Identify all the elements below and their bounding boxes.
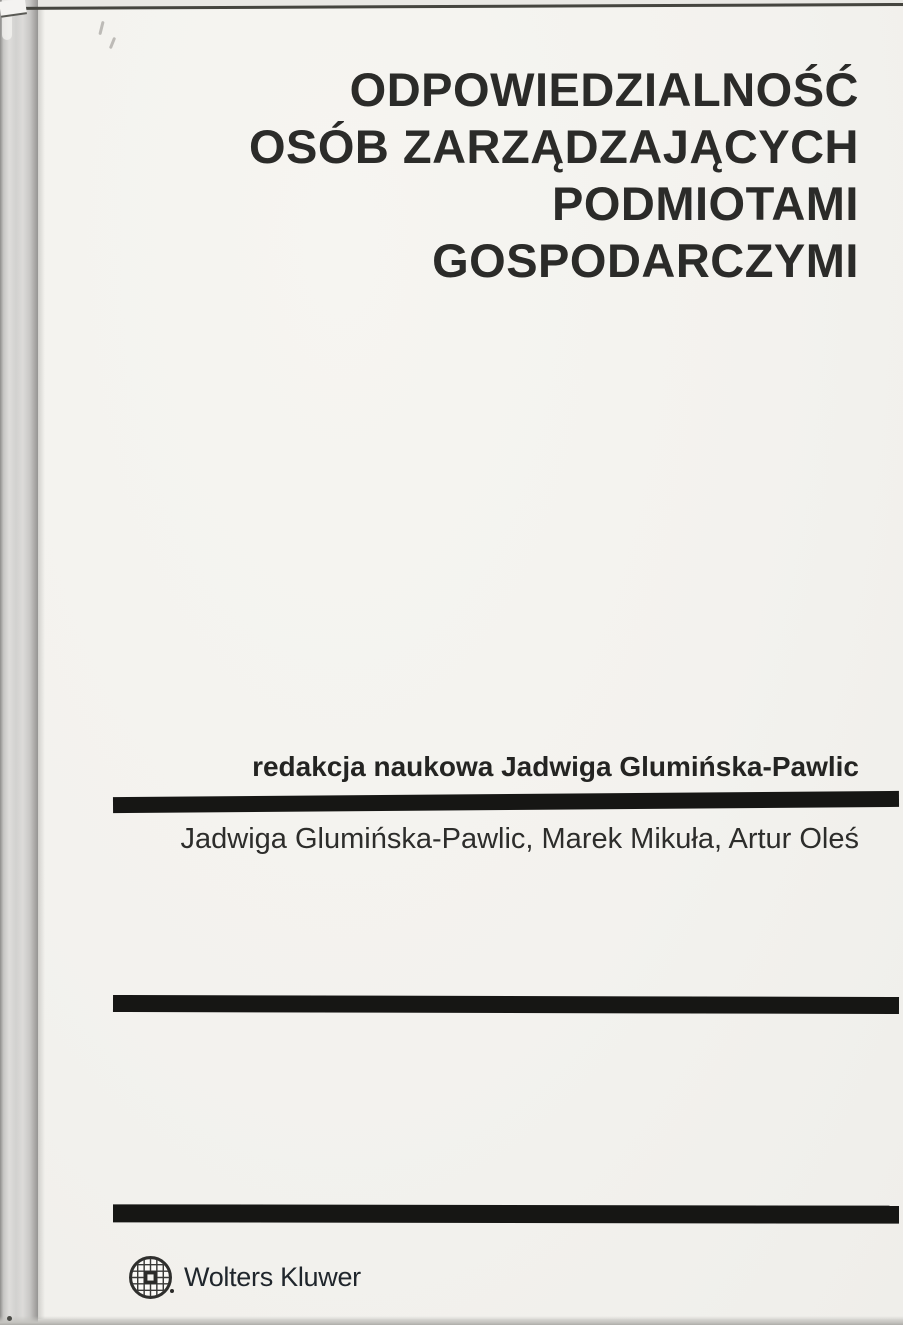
publisher-name: Wolters Kluwer [184,1261,361,1292]
scan-smudge [109,37,116,49]
editor-credit: redakcja naukowa Jadwiga Glumińska-Pawlic [252,751,859,782]
title-line-4: GOSPODARCZYMI [432,234,859,287]
divider-bar-3 [113,1204,899,1223]
wolters-kluwer-logo-icon [128,1255,173,1300]
title-line-3: PODMIOTAMI [552,177,859,230]
title-line-1: ODPOWIEDZIALNOŚĆ [349,63,859,116]
scan-smudge [98,21,104,35]
logo-period-dot [170,1289,174,1293]
front-cover [38,7,903,1319]
publisher-logo [128,1254,361,1300]
divider-bar-1 [113,791,899,813]
scan-speck [7,1316,12,1321]
book-title [249,61,859,289]
title-line-2: OSÓB ZARZĄDZAJĄCYCH [248,120,859,173]
spine-cover-crease [38,7,45,1319]
divider-bar-2 [113,995,899,1014]
book-spine [0,0,38,1325]
authors-line: Jadwiga Glumińska-Pawlic, Marek Mikuła, Artur Oleś [180,823,859,855]
book-bottom-edge [0,1316,903,1325]
